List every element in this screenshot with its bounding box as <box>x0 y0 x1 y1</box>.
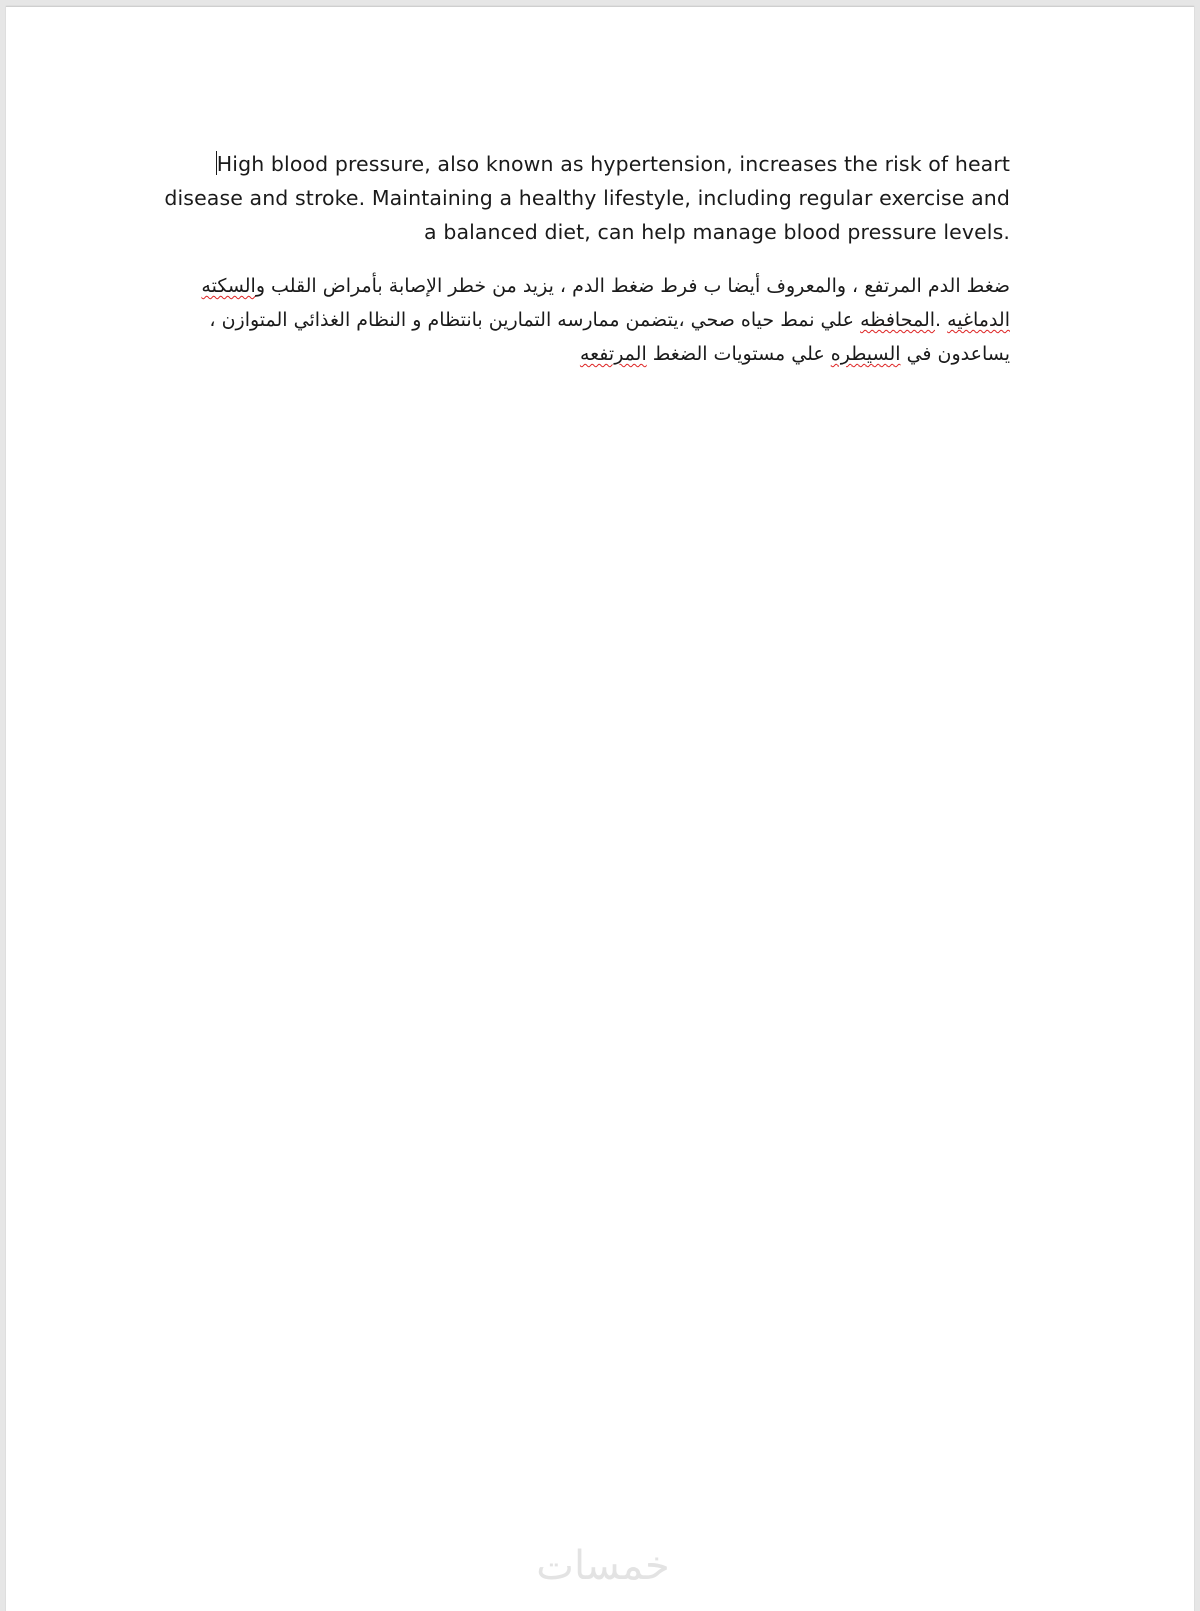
spellcheck-word[interactable]: المرتفعه <box>579 343 647 365</box>
english-line-1 <box>210 147 1010 181</box>
arabic-paragraph[interactable] <box>201 269 1010 371</box>
arabic-text-segment: علي مستويات الضغط <box>646 343 831 365</box>
arabic-text-segment: . <box>935 309 948 331</box>
document-page[interactable] <box>6 6 1194 1611</box>
spellcheck-word[interactable]: السكته <box>201 275 256 297</box>
spellcheck-word[interactable]: الدماغيه <box>947 309 1010 331</box>
arabic-text-segment: علي نمط حياه صحي ،يتضمن ممارسه التمارين بانتظام و النظام الغذائي المتوازن ، <box>209 309 861 331</box>
arabic-line-3 <box>210 337 1010 371</box>
arabic-text-segment: ضغط الدم المرتفع ، والمعروف أيضا ب فرط ضغط الدم ، يزيد من خطر الإصابة بأمراض القلب و <box>255 275 1010 297</box>
english-line-3: .a balanced diet, can help manage blood pressure levels <box>424 220 1010 244</box>
english-line-2: disease and stroke. Maintaining a healthy lifestyle, including regular exercise and <box>164 186 1010 210</box>
english-line-1-text: High blood pressure, also known as hypertension, increases the risk of heart <box>216 152 1010 176</box>
spellcheck-word[interactable]: السيطره <box>830 343 901 365</box>
english-paragraph[interactable] <box>164 147 1010 249</box>
arabic-text-segment: يساعدون في <box>900 343 1010 365</box>
spellcheck-word[interactable]: المحافظه <box>860 309 936 331</box>
watermark-logo: خمسات <box>536 1543 670 1589</box>
arabic-line-1 <box>201 269 1010 303</box>
arabic-line-2 <box>210 303 1010 337</box>
